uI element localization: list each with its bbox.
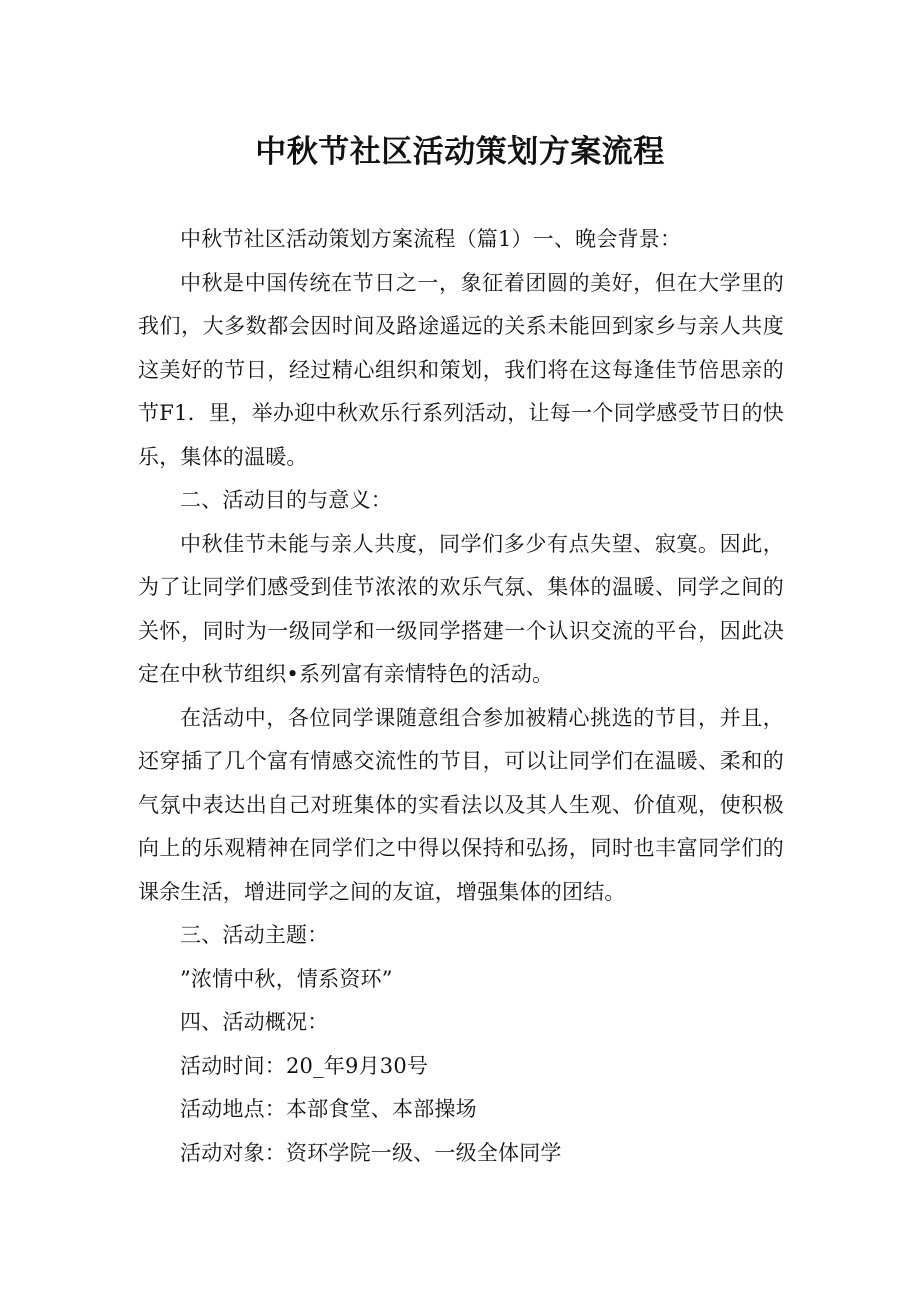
paragraph-activity-content: 在活动中，各位同学课随意组合参加被精心挑选的节目，并且，还穿插了几个富有情感交流性的节目，可以让同学们在温暖、柔和的气氛中表达出自己对班集体的实看法以及其人生观、价值观，使积极向上的乐观精神在同学们之中得以保持和弘扬，同时也丰富同学们的课余生活，增进同学之间的友谊，增强集体的团结。 [138, 705, 784, 904]
section-heading-overview: 四、活动概况： [180, 1010, 329, 1034]
section-heading-theme: 三、活动主题： [180, 923, 329, 947]
paragraph-theme: ”浓情中秋，情系资环” [180, 966, 393, 991]
document-body [138, 218, 784, 1175]
paragraph-intro-heading: 中秋节社区活动策划方案流程（篇1）一、晚会背景： [180, 227, 682, 251]
paragraph-purpose: 中秋佳节未能与亲人共度，同学们多少有点失望、寂寞。因此，为了让同学们感受到佳节浓浓的欢乐气氛、集体的温暖、同学之间的关怀，同时为一级同学和一级同学搭建一个认识交流的平台，因此决定在中秋节组织•系列富有亲情特色的活动。 [138, 531, 784, 686]
section-heading-purpose: 二、活动目的与意义： [180, 488, 392, 512]
paragraph-activity-location: 活动地点：本部食堂、本部操场 [180, 1097, 477, 1121]
paragraph-activity-audience: 活动对象：资环学院一级、一级全体同学 [180, 1140, 562, 1165]
paragraph-activity-time: 活动时间：20_年9月30号 [180, 1053, 429, 1078]
document-title: 中秋节社区活动策划方案流程 [255, 134, 665, 170]
paragraph-background: 中秋是中国传统在节日之一，象征着团圆的美好，但在大学里的我们，大多数都会因时间及路途遥远的关系未能回到家乡与亲人共度这美好的节日，经过精心组织和策划，我们将在这每逢佳节倍思亲的节F1．里，举办迎中秋欢乐行系列活动，让每一个同学感受节日的快乐，集体的温暖。 [138, 270, 784, 469]
